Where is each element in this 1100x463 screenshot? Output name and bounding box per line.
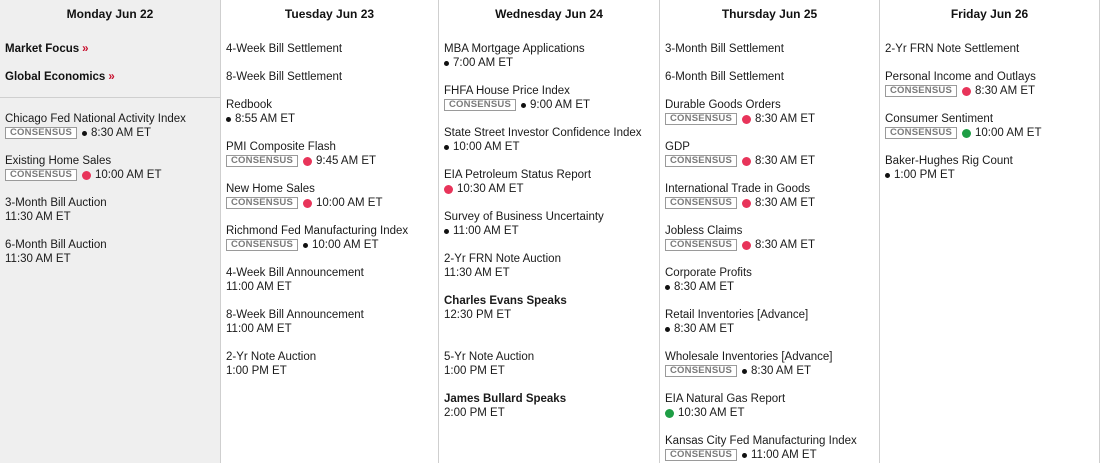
- event-name-link[interactable]: 5-Yr Note Auction: [444, 351, 535, 363]
- calendar-event: [665, 308, 874, 336]
- calendar-event: [444, 392, 654, 420]
- event-time: 10:00 AM ET: [94, 169, 162, 181]
- high-impact-dot-icon: [303, 199, 312, 208]
- consensus-badge[interactable]: CONSENSUS: [5, 169, 77, 181]
- event-name-link[interactable]: 2-Yr FRN Note Auction: [444, 253, 561, 265]
- medium-impact-dot-icon: [665, 409, 674, 418]
- event-name-link[interactable]: EIA Natural Gas Report: [665, 393, 786, 405]
- event-time: 8:30 AM ET: [90, 127, 152, 139]
- calendar-event: [885, 42, 1094, 56]
- day-header: Wednesday Jun 24: [495, 7, 603, 21]
- calendar-event: [665, 434, 874, 462]
- event-time: 9:00 AM ET: [529, 99, 591, 111]
- day-events: [0, 42, 220, 266]
- calendar-event: [665, 266, 874, 294]
- bullet-dot-icon: [444, 145, 449, 150]
- high-impact-dot-icon: [742, 241, 751, 250]
- day-events: [221, 42, 438, 378]
- event-time: 11:00 AM ET: [750, 449, 817, 461]
- day-header: Thursday Jun 25: [721, 7, 818, 21]
- event-meta: [226, 112, 433, 126]
- event-time: 11:00 AM ET: [453, 225, 519, 237]
- event-time: 11:30 AM ET: [5, 253, 71, 265]
- high-impact-dot-icon: [742, 115, 751, 124]
- event-time: 1:00 PM ET: [226, 365, 287, 377]
- event-name-link[interactable]: 8-Week Bill Announcement: [226, 309, 364, 321]
- event-name-link[interactable]: 4-Week Bill Announcement: [226, 267, 364, 279]
- event-meta: [226, 322, 433, 336]
- calendar-event: [444, 350, 654, 378]
- calendar-event: [5, 196, 215, 224]
- event-time: 8:30 AM ET: [674, 323, 735, 335]
- event-time: 11:30 AM ET: [5, 211, 71, 223]
- event-meta: [5, 210, 215, 224]
- calendar-event: [885, 70, 1094, 98]
- calendar-event: [226, 98, 433, 126]
- focus-links: [5, 42, 215, 98]
- day-column-friday: [880, 0, 1100, 463]
- event-name-link[interactable]: 6-Month Bill Settlement: [665, 71, 784, 83]
- calendar-event: [665, 42, 874, 56]
- event-meta: [665, 406, 874, 420]
- event-name-link[interactable]: New Home Sales: [226, 183, 315, 195]
- calendar-event: [5, 154, 215, 182]
- calendar-event: [885, 112, 1094, 140]
- calendar-event: [5, 238, 215, 266]
- event-meta: [665, 280, 874, 294]
- chevron-right-icon: »: [108, 71, 115, 83]
- calendar-event: [665, 140, 874, 168]
- calendar-event: [444, 252, 654, 280]
- day-column-thursday: [660, 0, 880, 463]
- event-time: 12:30 PM ET: [444, 309, 512, 321]
- consensus-badge[interactable]: CONSENSUS: [5, 127, 77, 139]
- medium-impact-dot-icon: [962, 129, 971, 138]
- event-name-link[interactable]: 4-Week Bill Settlement: [226, 43, 343, 55]
- event-meta: [226, 280, 433, 294]
- event-name-link[interactable]: Richmond Fed Manufacturing Index: [226, 225, 409, 237]
- event-meta: [5, 252, 215, 266]
- event-meta: [665, 196, 874, 210]
- day-header: Friday Jun 26: [950, 7, 1029, 21]
- event-meta: [444, 364, 654, 378]
- high-impact-dot-icon: [82, 171, 91, 180]
- event-name-link[interactable]: Wholesale Inventories [Advance]: [665, 351, 833, 363]
- event-time: 10:30 AM ET: [457, 183, 524, 195]
- calendar-event: [226, 70, 433, 84]
- high-impact-dot-icon: [742, 157, 751, 166]
- event-time: 11:00 AM ET: [226, 281, 292, 293]
- event-name-link[interactable]: FHFA House Price Index: [444, 85, 570, 97]
- event-time: 7:00 AM ET: [453, 57, 514, 69]
- event-name-link[interactable]: Personal Income and Outlays: [885, 71, 1036, 83]
- consensus-badge[interactable]: CONSENSUS: [226, 197, 298, 209]
- calendar-event: [444, 168, 654, 196]
- event-meta: [226, 364, 433, 378]
- event-name-link[interactable]: State Street Investor Confidence Index: [444, 127, 642, 139]
- event-name-link[interactable]: Corporate Profits: [665, 267, 752, 279]
- event-time: 10:30 AM ET: [678, 407, 745, 419]
- calendar-event: [665, 224, 874, 252]
- event-time: 8:30 AM ET: [754, 239, 816, 251]
- calendar-event: [665, 350, 874, 378]
- event-time: 8:30 AM ET: [754, 113, 816, 125]
- calendar-event: [226, 140, 433, 168]
- day-events: [439, 42, 659, 420]
- day-events: [880, 42, 1099, 182]
- event-name-link[interactable]: Baker-Hughes Rig Count: [885, 155, 1013, 167]
- event-time: 10:00 AM ET: [453, 141, 520, 153]
- calendar-event: [444, 42, 654, 70]
- event-time: 8:30 AM ET: [754, 155, 816, 167]
- event-name-link[interactable]: 8-Week Bill Settlement: [226, 71, 343, 83]
- calendar-event: [226, 42, 433, 56]
- event-name-link[interactable]: James Bullard Speaks: [444, 393, 567, 405]
- event-meta: [665, 154, 874, 168]
- event-time: 10:00 AM ET: [315, 197, 383, 209]
- event-time: 11:00 AM ET: [226, 323, 292, 335]
- event-meta: [444, 56, 654, 70]
- event-name-link[interactable]: 2-Yr Note Auction: [226, 351, 317, 363]
- consensus-badge[interactable]: CONSENSUS: [665, 197, 737, 209]
- calendar-event: [444, 294, 654, 322]
- bullet-dot-icon: [82, 131, 87, 136]
- event-name-link[interactable]: 2-Yr FRN Note Settlement: [885, 43, 1020, 55]
- consensus-badge[interactable]: CONSENSUS: [665, 365, 737, 377]
- high-impact-dot-icon: [742, 199, 751, 208]
- event-name-link[interactable]: Retail Inventories [Advance]: [665, 309, 809, 321]
- event-name-link[interactable]: International Trade in Goods: [665, 183, 811, 195]
- event-time: 1:00 PM ET: [444, 365, 505, 377]
- calendar-event: [226, 182, 433, 210]
- high-impact-dot-icon: [444, 185, 453, 194]
- consensus-badge[interactable]: CONSENSUS: [226, 239, 298, 251]
- event-meta: [665, 112, 874, 126]
- calendar-event: [5, 112, 215, 140]
- high-impact-dot-icon: [962, 87, 971, 96]
- calendar-event: [226, 266, 433, 294]
- event-meta: [444, 308, 654, 322]
- chevron-right-icon: »: [82, 43, 89, 55]
- event-meta: [885, 84, 1094, 98]
- event-name-link[interactable]: Charles Evans Speaks: [444, 295, 567, 307]
- event-meta: [444, 224, 654, 238]
- event-meta: [665, 448, 874, 462]
- consensus-badge[interactable]: CONSENSUS: [665, 155, 737, 167]
- event-name-link[interactable]: Survey of Business Uncertainty: [444, 211, 604, 223]
- event-name-link[interactable]: MBA Mortgage Applications: [444, 43, 585, 55]
- calendar-event: [226, 350, 433, 378]
- day-header: Tuesday Jun 23: [284, 7, 375, 21]
- event-meta: [226, 154, 433, 168]
- event-meta: [5, 168, 215, 182]
- event-name-link[interactable]: EIA Petroleum Status Report: [444, 169, 592, 181]
- day-column-tuesday: [221, 0, 439, 463]
- event-meta: [885, 126, 1094, 140]
- event-meta: [444, 406, 654, 420]
- bullet-dot-icon: [665, 285, 670, 290]
- event-name-link[interactable]: PMI Composite Flash: [226, 141, 336, 153]
- event-meta: [885, 168, 1094, 182]
- calendar-event: [444, 210, 654, 238]
- bullet-dot-icon: [665, 327, 670, 332]
- event-time: 8:30 AM ET: [674, 281, 735, 293]
- event-meta: [226, 196, 433, 210]
- day-header: Monday Jun 22: [66, 7, 154, 21]
- consensus-badge[interactable]: CONSENSUS: [885, 85, 957, 97]
- event-meta: [226, 238, 433, 252]
- calendar-event: [444, 126, 654, 154]
- event-meta: [444, 140, 654, 154]
- event-name-link[interactable]: 3-Month Bill Settlement: [665, 43, 784, 55]
- event-meta: [5, 126, 215, 140]
- consensus-badge[interactable]: CONSENSUS: [665, 239, 737, 251]
- event-time: 8:30 AM ET: [974, 85, 1036, 97]
- calendar-event: [226, 308, 433, 336]
- event-time: 1:00 PM ET: [894, 169, 955, 181]
- event-name-link[interactable]: Durable Goods Orders: [665, 99, 781, 111]
- event-meta: [665, 364, 874, 378]
- divider: [0, 97, 220, 98]
- bullet-dot-icon: [444, 61, 449, 66]
- event-time: 10:00 AM ET: [311, 239, 379, 251]
- event-name-link[interactable]: 3-Month Bill Auction: [5, 197, 107, 209]
- calendar-event: [665, 392, 874, 420]
- high-impact-dot-icon: [303, 157, 312, 166]
- event-time: 9:45 AM ET: [315, 155, 377, 167]
- focus-link[interactable]: [5, 70, 215, 84]
- consensus-badge[interactable]: CONSENSUS: [885, 127, 957, 139]
- event-name-link[interactable]: Existing Home Sales: [5, 155, 112, 167]
- event-name-link[interactable]: Chicago Fed National Activity Index: [5, 113, 186, 125]
- consensus-badge[interactable]: CONSENSUS: [665, 449, 737, 461]
- event-meta: [665, 322, 874, 336]
- event-name-link[interactable]: Jobless Claims: [665, 225, 743, 237]
- calendar-event: [444, 84, 654, 112]
- event-name-link[interactable]: 6-Month Bill Auction: [5, 239, 107, 251]
- event-time: 11:30 AM ET: [444, 267, 510, 279]
- calendar-event: [665, 98, 874, 126]
- calendar-event: [665, 70, 874, 84]
- event-name-link[interactable]: Consumer Sentiment: [885, 113, 994, 125]
- event-name-link[interactable]: Redbook: [226, 99, 273, 111]
- event-meta: [665, 238, 874, 252]
- focus-link-label: Market Focus: [5, 43, 80, 55]
- bullet-dot-icon: [226, 117, 231, 122]
- event-time: 8:30 AM ET: [754, 197, 816, 209]
- consensus-badge[interactable]: CONSENSUS: [226, 155, 298, 167]
- focus-link[interactable]: [5, 42, 215, 56]
- calendar-event: [885, 154, 1094, 182]
- calendar-event: [665, 182, 874, 210]
- event-meta: [444, 266, 654, 280]
- event-time: 8:30 AM ET: [750, 365, 812, 377]
- consensus-badge[interactable]: CONSENSUS: [665, 113, 737, 125]
- event-time: 10:00 AM ET: [974, 127, 1042, 139]
- bullet-dot-icon: [521, 103, 526, 108]
- day-events: [660, 42, 879, 462]
- event-time: 2:00 PM ET: [444, 407, 505, 419]
- bullet-dot-icon: [742, 453, 747, 458]
- event-meta: [444, 182, 654, 196]
- event-time: 8:55 AM ET: [235, 113, 296, 125]
- calendar-event: [226, 224, 433, 252]
- consensus-badge[interactable]: CONSENSUS: [444, 99, 516, 111]
- day-column-monday: [0, 0, 221, 463]
- bullet-dot-icon: [444, 229, 449, 234]
- bullet-dot-icon: [742, 369, 747, 374]
- event-name-link[interactable]: Kansas City Fed Manufacturing Index: [665, 435, 857, 447]
- event-name-link[interactable]: GDP: [665, 141, 690, 153]
- bullet-dot-icon: [303, 243, 308, 248]
- bullet-dot-icon: [885, 173, 890, 178]
- focus-link-label: Global Economics: [5, 71, 106, 83]
- day-column-wednesday: [439, 0, 660, 463]
- event-meta: [444, 98, 654, 112]
